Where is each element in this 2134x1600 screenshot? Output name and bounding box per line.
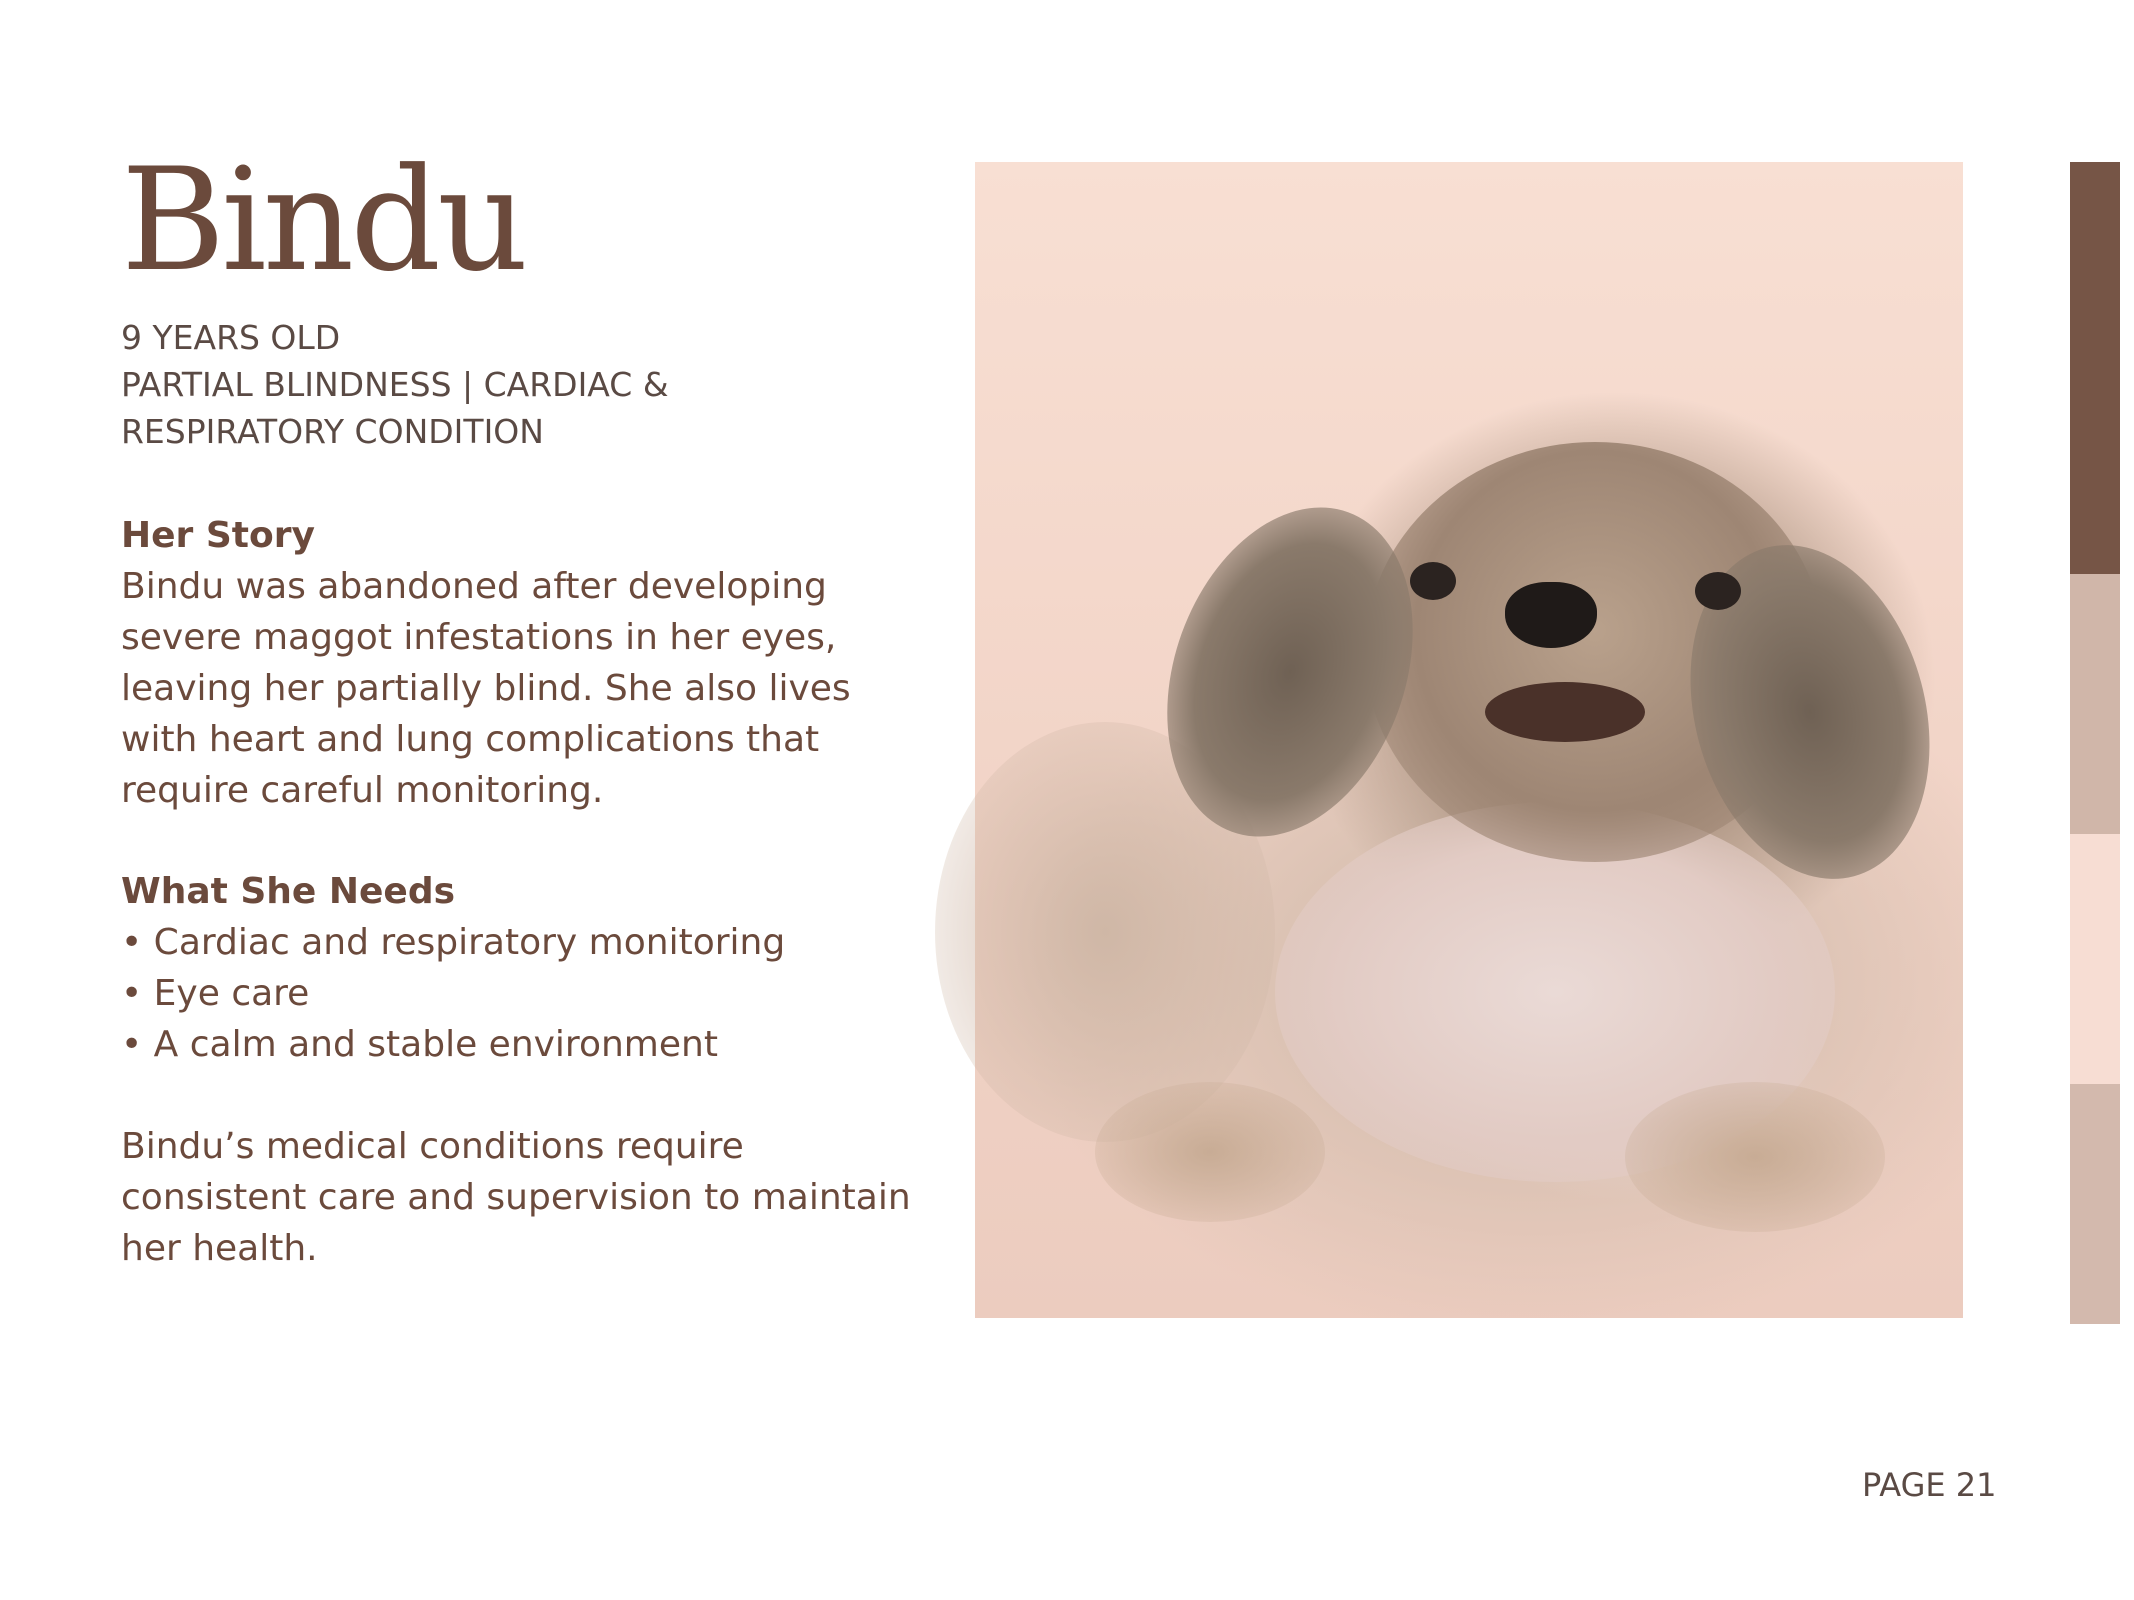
story-line: Bindu was abandoned after developing (121, 566, 827, 607)
profile-meta (121, 314, 921, 455)
age-line: 9 YEARS OLD (121, 318, 341, 357)
color-strip-segment (2070, 574, 2120, 834)
dog-eye (1410, 562, 1456, 600)
dog-paw (1095, 1082, 1325, 1222)
condition-line: PARTIAL BLINDNESS | CARDIAC & (121, 365, 669, 404)
story-heading: Her Story (121, 515, 315, 556)
closing-paragraph (121, 1121, 921, 1274)
color-strip-segment (2070, 1084, 2120, 1324)
needs-item: • Cardiac and respiratory monitoring (121, 922, 786, 963)
dog-name: Bindu (121, 138, 525, 303)
story-line: leaving her partially blind. She also lives (121, 668, 851, 709)
page-number: PAGE 21 (1862, 1466, 1997, 1504)
color-strip-segment (2070, 834, 2120, 1084)
needs-item: • Eye care (121, 973, 310, 1014)
closing-line: Bindu’s medical conditions require (121, 1126, 744, 1167)
color-strip-segment (2070, 162, 2120, 574)
condition-line: RESPIRATORY CONDITION (121, 412, 544, 451)
story-line: severe maggot infestations in her eyes, (121, 617, 837, 658)
dog-mouth (1485, 682, 1645, 742)
closing-line: her health. (121, 1228, 318, 1269)
dog-paw (1625, 1082, 1885, 1232)
story-line: require careful monitoring. (121, 770, 604, 811)
needs-item: • A calm and stable environment (121, 1024, 718, 1065)
profile-text (121, 138, 921, 1274)
dog-nose (1505, 582, 1597, 648)
story-body (121, 561, 921, 816)
story-line: with heart and lung complications that (121, 719, 820, 760)
dog-photo (975, 162, 1963, 1318)
needs-list (121, 917, 921, 1070)
closing-line: consistent care and supervision to maintain (121, 1177, 911, 1218)
dog-eye (1695, 572, 1741, 610)
needs-heading: What She Needs (121, 871, 456, 912)
